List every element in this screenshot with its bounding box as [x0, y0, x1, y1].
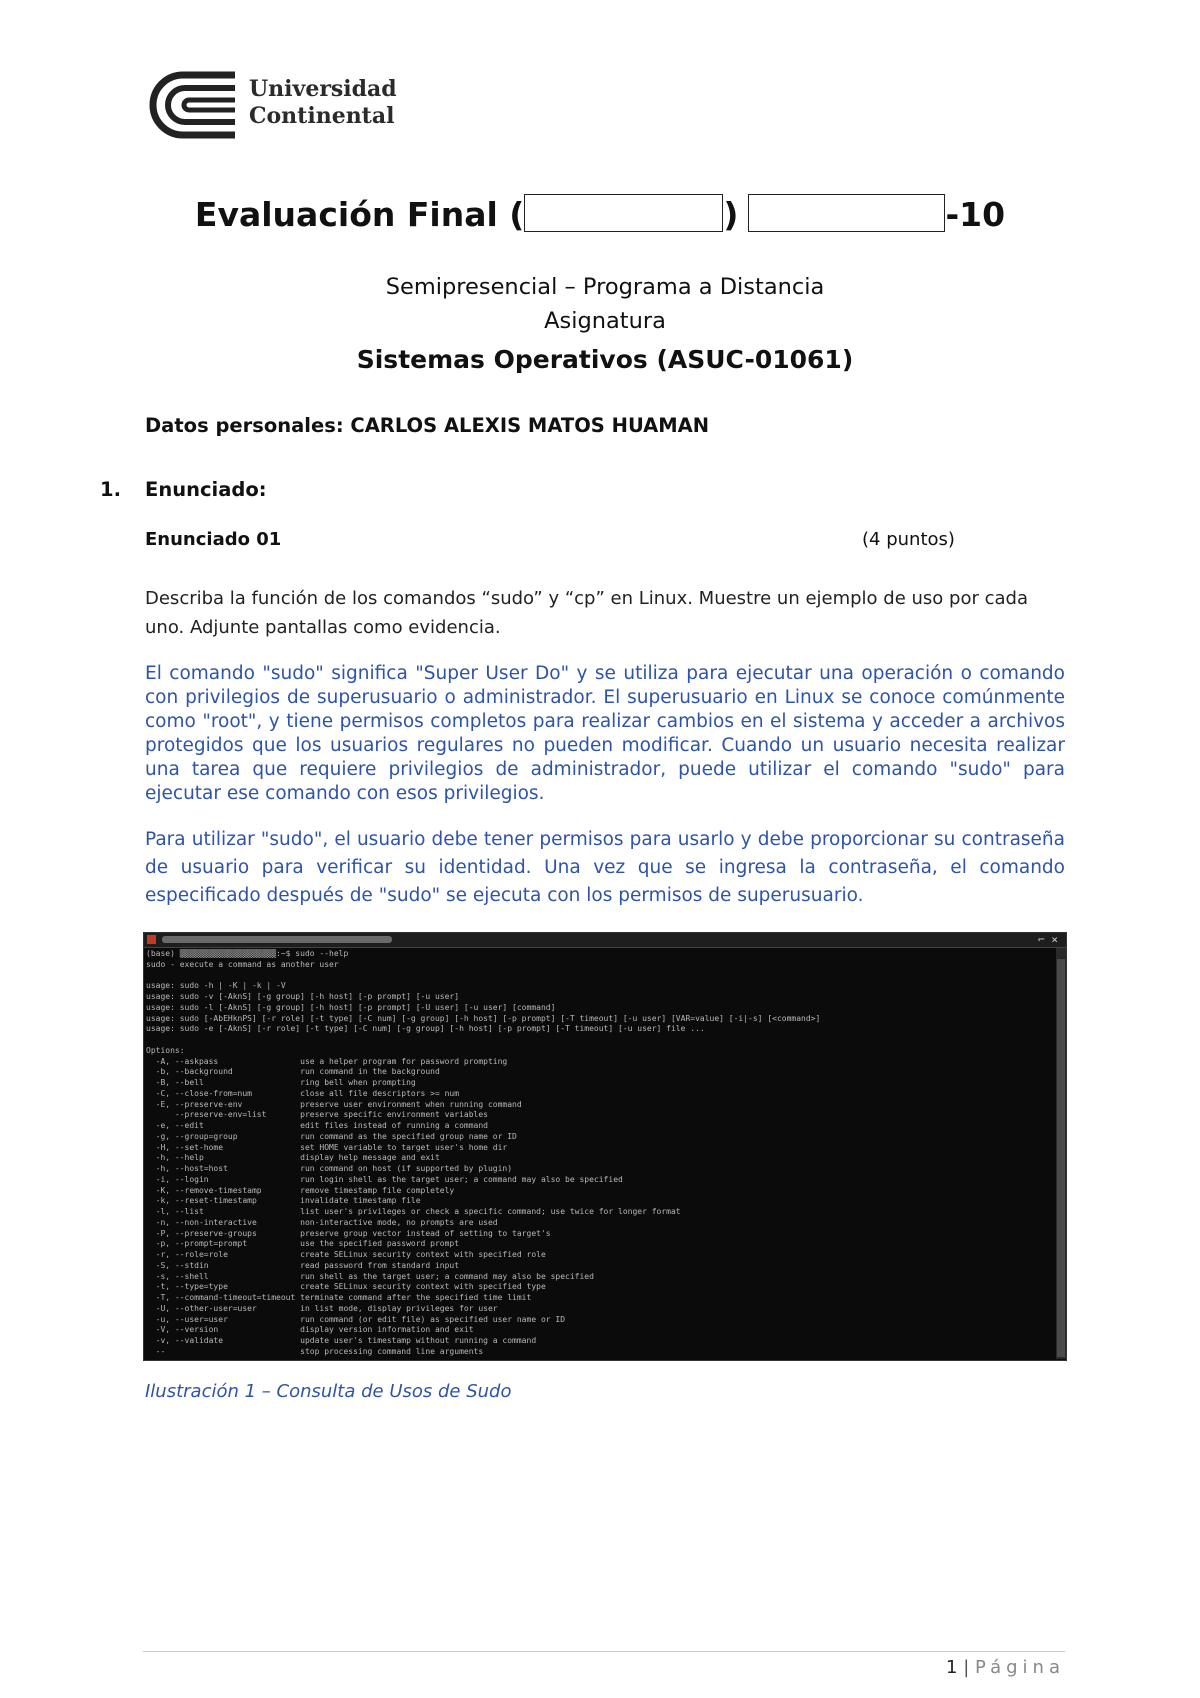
page-word: Página [975, 1657, 1065, 1678]
answer-paragraph-2: Para utilizar "sudo", el usuario debe tener permisos para usarlo y debe proporcionar su contraseña de usuario para verificar su identidad. Una vez que se ingresa la contraseña, el comando especificado después de "sudo" se ejecuta con los permisos de superusuario. [145, 829, 1065, 906]
page-number: 1 [946, 1657, 958, 1678]
answer-paragraph-1: El comando "sudo" significa "Super User Do" y se utiliza para ejecutar una operación o comando con privilegios de superusuario o administrador. El superusuario en Linux se conoce comúnmente como "root", y tiene permisos completos para realizar cambios en el sistema y acceder a archivos protegidos que los usuarios regulares no pueden modificar. Cuando un usuario necesita realizar una tarea que requiere privilegios de administrador, puede utilizar el comando "sudo" para ejecutar ese comando con esos privilegios. [145, 663, 1065, 804]
terminal-title-redacted [162, 936, 392, 943]
footer-divider [143, 1651, 1065, 1652]
question-points: (4 puntos) [862, 529, 955, 550]
terminal-screenshot [143, 932, 1067, 1361]
figure-caption: Ilustración 1 – Consulta de Usos de Sudo [145, 1381, 512, 1402]
section-number: 1. [100, 478, 121, 501]
personal-data: Datos personales: CARLOS ALEXIS MATOS HUAMAN [145, 414, 710, 437]
subject-label: Asignatura [544, 308, 666, 334]
terminal-output: (base) ▒▒▒▒▒▒▒▒▒▒▒▒▒▒▒▒▒▒▒▒:~$ sudo --help sudo - execute a command as another user usage: sudo -h | -K | -k | -V usage: sudo -v [-AknS] [-g group] [-h host] [-p prompt] [-u user] usage: sudo -l [-AknS] [-g group] [-h host] [-p prompt] [-U user] [-u user] [command] usage: sudo [-AbEHknPS] [-r role] [-t type] [-C num] [-g group] [-h host] [-p prompt] [-T timeout] [-u user] [VAR=value] [-i|-s] [<command>] usage: sudo -e [-AknS] [-r role] [-t type] [-C num] [-g group] [-h host] [-p prompt] [-T timeout] [-u user] file ... Options: -A, --askpass use a helper program for password prompting -b, --background run command in the background -B, --bell ring bell when prompting -C, --close-from=num close all file descriptors >= num -E, --preserve-env preserve user environment when running command --preserve-env=list preserve specific environment variables -e, --edit edit files instead of running a command -g, --group=group run command as the specified group name or ID -H, --set-home set HOME variable to target user's home dir -h, --help display help message and exit -h, --host=host run command on host (if supported by plugin) -i, --login run login shell as the target user; a command may also be specified -K, --remove-timestamp remove timestamp file completely -k, --reset-timestamp invalidate timestamp file -l, --list list user's privileges or check a specific command; use twice for longer format -n, --non-interactive non-interactive mode, no prompts are used -P, --preserve-groups preserve group vector instead of setting to target's -p, --prompt=prompt use the specified password prompt -r, --role=role create SELinux security context with specified role -S, --stdin read password from standard input -s, --shell run shell as the target user; a command may also be specified -t, --type=type create SELinux security context with specified type -T, --command-timeout=timeout terminate command after the specified time limit -U, --other-user=user in list mode, display privileges for user -u, --user=user run command (or edit file) as specified user name or ID -V, --version display version information and exit -v, --validate update user's timestamp without running a command -- stop processing command line arguments [146, 949, 821, 1356]
university-logo [143, 70, 397, 140]
university-name [249, 76, 397, 130]
question-label: Enunciado 01 [145, 529, 282, 550]
logo-line-2: Continental [249, 103, 395, 129]
page-footer [930, 1657, 1065, 1678]
blank-field-date [748, 194, 945, 232]
terminal-window-controls: ⌐ × [1038, 933, 1058, 946]
course-name: Sistemas Operativos (ASUC-01061) [356, 345, 854, 374]
title-suffix: -10 [945, 195, 1006, 234]
footer-separator: | [963, 1657, 970, 1678]
section-title: Enunciado: [145, 478, 267, 501]
terminal-scrollbar-thumb [1057, 959, 1065, 1357]
document-title [0, 194, 1200, 234]
terminal-titlebar [144, 933, 1066, 948]
logo-line-1: Universidad [249, 76, 397, 102]
blank-field-section [524, 194, 723, 232]
title-middle: ) [723, 195, 739, 234]
university-logo-icon [143, 70, 243, 140]
terminal-app-icon [147, 935, 156, 944]
title-prefix: Evaluación Final ( [194, 195, 525, 234]
modality-subtitle: Semipresencial – Programa a Distancia [385, 274, 825, 300]
question-text: Describa la función de los comandos “sudo” y “cp” en Linux. Muestre un ejemplo de uso por cada uno. Adjunte pantallas como evidencia. [145, 588, 1028, 638]
